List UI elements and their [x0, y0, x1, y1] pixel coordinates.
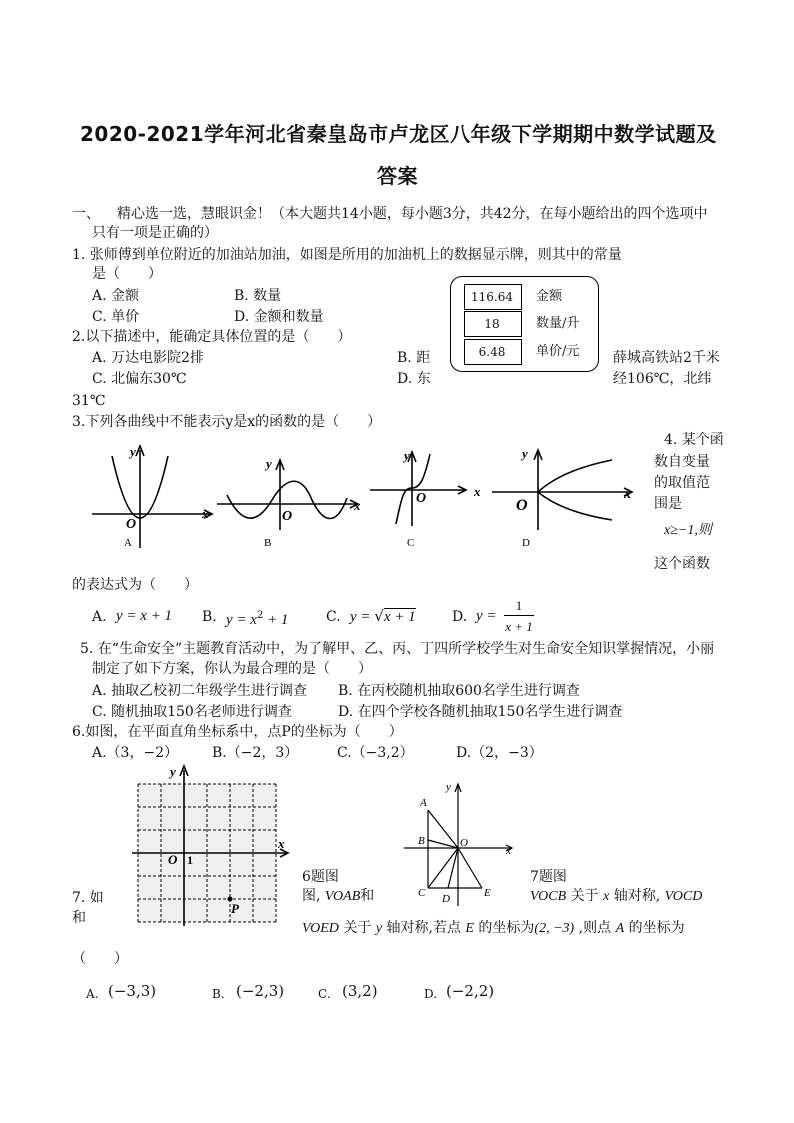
section-number: 一、 — [72, 206, 100, 222]
q3-a-y: y — [130, 444, 136, 459]
q6-p-label: P — [231, 901, 239, 916]
sqrt-icon: √ — [374, 607, 384, 625]
q7-label-o: O — [460, 837, 468, 849]
q7-label-a: A — [420, 797, 427, 809]
q4-b-tail: + 1 — [263, 612, 289, 628]
q6-option-d: D.（2，−3） — [456, 745, 543, 761]
q4-stem-5: x≥−1,则 — [664, 523, 712, 538]
q7-option-c-label: C. — [318, 987, 331, 1001]
q6-stem: 6.如图，在平面直角坐标系中，点P的坐标为（ ） — [72, 724, 403, 740]
q3-c-x: x — [474, 484, 481, 499]
q5-option-c: C. 随机抽取150名老师进行调查 — [92, 704, 292, 720]
q4-option-d-label: D. — [452, 609, 468, 625]
q7-mid-c: 和 — [360, 888, 375, 904]
q7-option-b-value: (−2,3) — [236, 982, 285, 1000]
q1-stem-2: 是（ ） — [92, 266, 162, 282]
q7-l2-i: A — [615, 921, 625, 936]
q7-label-x: x — [506, 845, 511, 857]
q4-option-b-label: B. — [202, 609, 217, 625]
q7-label-b: B — [418, 835, 425, 847]
q5-option-a: A. 抽取乙校初二年级学生进行调查 — [92, 683, 308, 699]
q6-option-b: B.（−2，3） — [212, 745, 299, 761]
q2-option-a: A. 万达电影院2排 — [92, 350, 204, 366]
q4-stem-4: 围是 — [654, 496, 682, 512]
q7-triangle-figure — [402, 780, 522, 910]
q7-l2-f: 的坐标为 — [473, 920, 535, 936]
q3-label-d: D — [522, 537, 530, 549]
q4-option-c-expr — [350, 606, 416, 627]
q5-stem-1: 5. 在“生命安全”主题教育活动中，为了解甲、乙、丙、丁四所学校学生对生命安全知识掌握情况，小丽 — [80, 641, 715, 657]
section-instruction-2: 只有一项是正确的） — [92, 225, 218, 241]
q4-option-a-expr: y = x + 1 — [116, 608, 173, 624]
q3-b-x: x — [354, 498, 361, 513]
section-instruction-1: 精心选一选，慧眼识金！（本大题共14小题，每小题3分，共42分，在每小题给出的四个选项中 — [117, 206, 708, 222]
q7-option-d-value: (−2,2) — [446, 982, 495, 1000]
q4-stem-1: 4. 某个函 — [664, 432, 724, 448]
page-title-line1: 2020-2021学年河北省秦皇岛市卢龙区八年级下学期期中数学试题及 — [80, 122, 717, 146]
q7-l2-j: 的坐标为 — [624, 920, 685, 936]
q4-c-rad: x + 1 — [383, 609, 416, 625]
page-title-line2: 答案 — [377, 164, 418, 188]
q7-option-a-value: (−3,3) — [108, 982, 157, 1000]
q4-d-fraction-bar — [504, 615, 534, 616]
pump-amount-value: 116.64 — [471, 290, 513, 304]
q7-l2-g: (2, −3) — [534, 921, 575, 936]
pump-price-label: 单价/元 — [536, 344, 580, 359]
q3-b-y: y — [266, 456, 272, 471]
q7-label-e: E — [484, 887, 491, 899]
q7-option-c-value: (3,2) — [342, 982, 378, 1000]
q2-option-c: C. 北偏东30℃ — [92, 371, 187, 387]
q7-caption: 7题图 — [530, 869, 567, 885]
q7-stem-line1 — [530, 886, 702, 907]
q4-option-b-expr — [226, 606, 288, 630]
q5-option-d: D. 在四个学校各随机抽取150名学生进行调查 — [338, 704, 623, 720]
q2-option-b: B. 距 — [397, 350, 431, 366]
q3-d-y: y — [522, 446, 528, 461]
q7-option-d-label: D. — [424, 987, 438, 1001]
pump-quantity-label: 数量/升 — [536, 316, 580, 331]
q2-stem: 2.以下描述中，能确定具体位置的是（ ） — [72, 329, 352, 345]
q6-x-label: x — [278, 836, 285, 851]
q7-stem-start-2: 和 — [72, 910, 86, 926]
q6-tick-1: 1 — [187, 853, 193, 867]
q4-stem-7: 的表达式为（ ） — [72, 577, 198, 593]
q7-l2-b: 关于 — [338, 920, 376, 936]
q1-option-d: D. 金额和数量 — [234, 309, 324, 325]
q7-option-b-label: B. — [212, 987, 225, 1001]
q7-answer-paren: （ ） — [72, 951, 128, 967]
q4-b-exp: 2 — [256, 610, 264, 621]
q7-l1-c: x — [603, 889, 610, 904]
q7-l2-a: VOED — [302, 921, 339, 936]
q3-graph-a — [92, 446, 212, 548]
q3-stem: 3.下列各曲线中不能表示y是x的函数的是（ ） — [72, 414, 382, 430]
q7-mid-a: 图, — [302, 888, 325, 904]
q4-c-pre: y = — [350, 609, 375, 625]
q3-c-y: y — [404, 448, 410, 463]
q7-mid-b: VOAB — [324, 889, 361, 904]
q5-option-b: B. 在丙校随机抽取600名学生进行调查 — [338, 683, 580, 699]
q4-d-denominator: x + 1 — [505, 619, 533, 634]
q2-option-b-cont: 薛城高铁站2千米 — [613, 350, 720, 366]
q6-grid-figure — [132, 764, 292, 926]
q3-label-c: C — [407, 537, 415, 549]
q7-label-d: D — [442, 893, 450, 905]
q3-graph-c — [370, 452, 466, 526]
q3-label-b: B — [264, 537, 272, 549]
q7-stem-line2 — [302, 918, 685, 939]
q1-option-b: B. 数量 — [234, 288, 282, 304]
q6-caption: 6题图 — [302, 869, 339, 885]
q6-origin: O — [168, 852, 178, 867]
q7-l2-d: 轴对称,若点 — [382, 920, 466, 936]
q4-stem-2: 数自变量 — [654, 454, 710, 470]
q7-option-a-label: A. — [86, 987, 99, 1001]
q7-l1-d: 轴对称, — [609, 888, 665, 904]
q3-a-x: x — [202, 506, 209, 521]
q6-option-a: A.（3，−2） — [92, 745, 179, 761]
q2-option-d-cont: 经106℃，北纬 — [613, 371, 712, 387]
q6-y-label: y — [170, 764, 176, 779]
q7-label-y: y — [446, 781, 451, 793]
q2-option-d-tail: 31℃ — [72, 393, 106, 409]
q3-graph-d — [492, 450, 632, 530]
q3-curve-figures — [92, 440, 652, 550]
q3-b-origin: O — [282, 509, 293, 524]
q4-stem-3: 的取值范 — [654, 475, 710, 491]
q7-l1-e: VOCD — [664, 889, 703, 904]
q7-l1-b: 关于 — [566, 888, 604, 904]
q3-a-origin: O — [126, 517, 137, 532]
q4-b-base: y = x — [226, 612, 257, 628]
q3-label-a: A — [124, 537, 132, 549]
q4-stem-6: 这个函数 — [654, 556, 710, 572]
q3-d-x: x — [624, 487, 631, 502]
q2-option-d: D. 东 — [397, 371, 431, 387]
q1-stem-1: 1. 张师傅到单位附近的加油站加油，如图是所用的加油机上的数据显示牌，则其中的常量 — [72, 247, 622, 263]
q5-stem-2: 制定了如下方案，你认为最合理的是（ ） — [92, 661, 372, 677]
q7-l2-h: ,则点 — [574, 920, 616, 936]
q7-stem-mid — [302, 886, 374, 907]
q3-d-origin: O — [516, 497, 528, 514]
pump-price-value: 6.48 — [478, 345, 506, 359]
q7-l1-a: VOCB — [530, 889, 567, 904]
q3-c-origin: O — [416, 491, 427, 506]
q7-label-c: C — [418, 887, 426, 899]
q7-triangles — [428, 810, 482, 888]
pump-quantity-value: 18 — [484, 317, 500, 331]
q6-option-c: C.（−3,2） — [337, 745, 414, 761]
q4-d-pre: y = — [476, 608, 497, 624]
q1-option-c: C. 单价 — [92, 309, 140, 325]
q7-l2-c: y — [375, 921, 383, 936]
q4-option-a-label: A. — [92, 609, 107, 625]
q4-option-c-label: C. — [326, 609, 341, 625]
q4-d-numerator: 1 — [515, 598, 523, 613]
q1-option-a: A. 金额 — [92, 288, 140, 304]
q7-l2-e: E — [465, 921, 474, 936]
q7-stem-start: 7. 如 — [72, 890, 104, 906]
pump-amount-label: 金额 — [536, 289, 563, 304]
